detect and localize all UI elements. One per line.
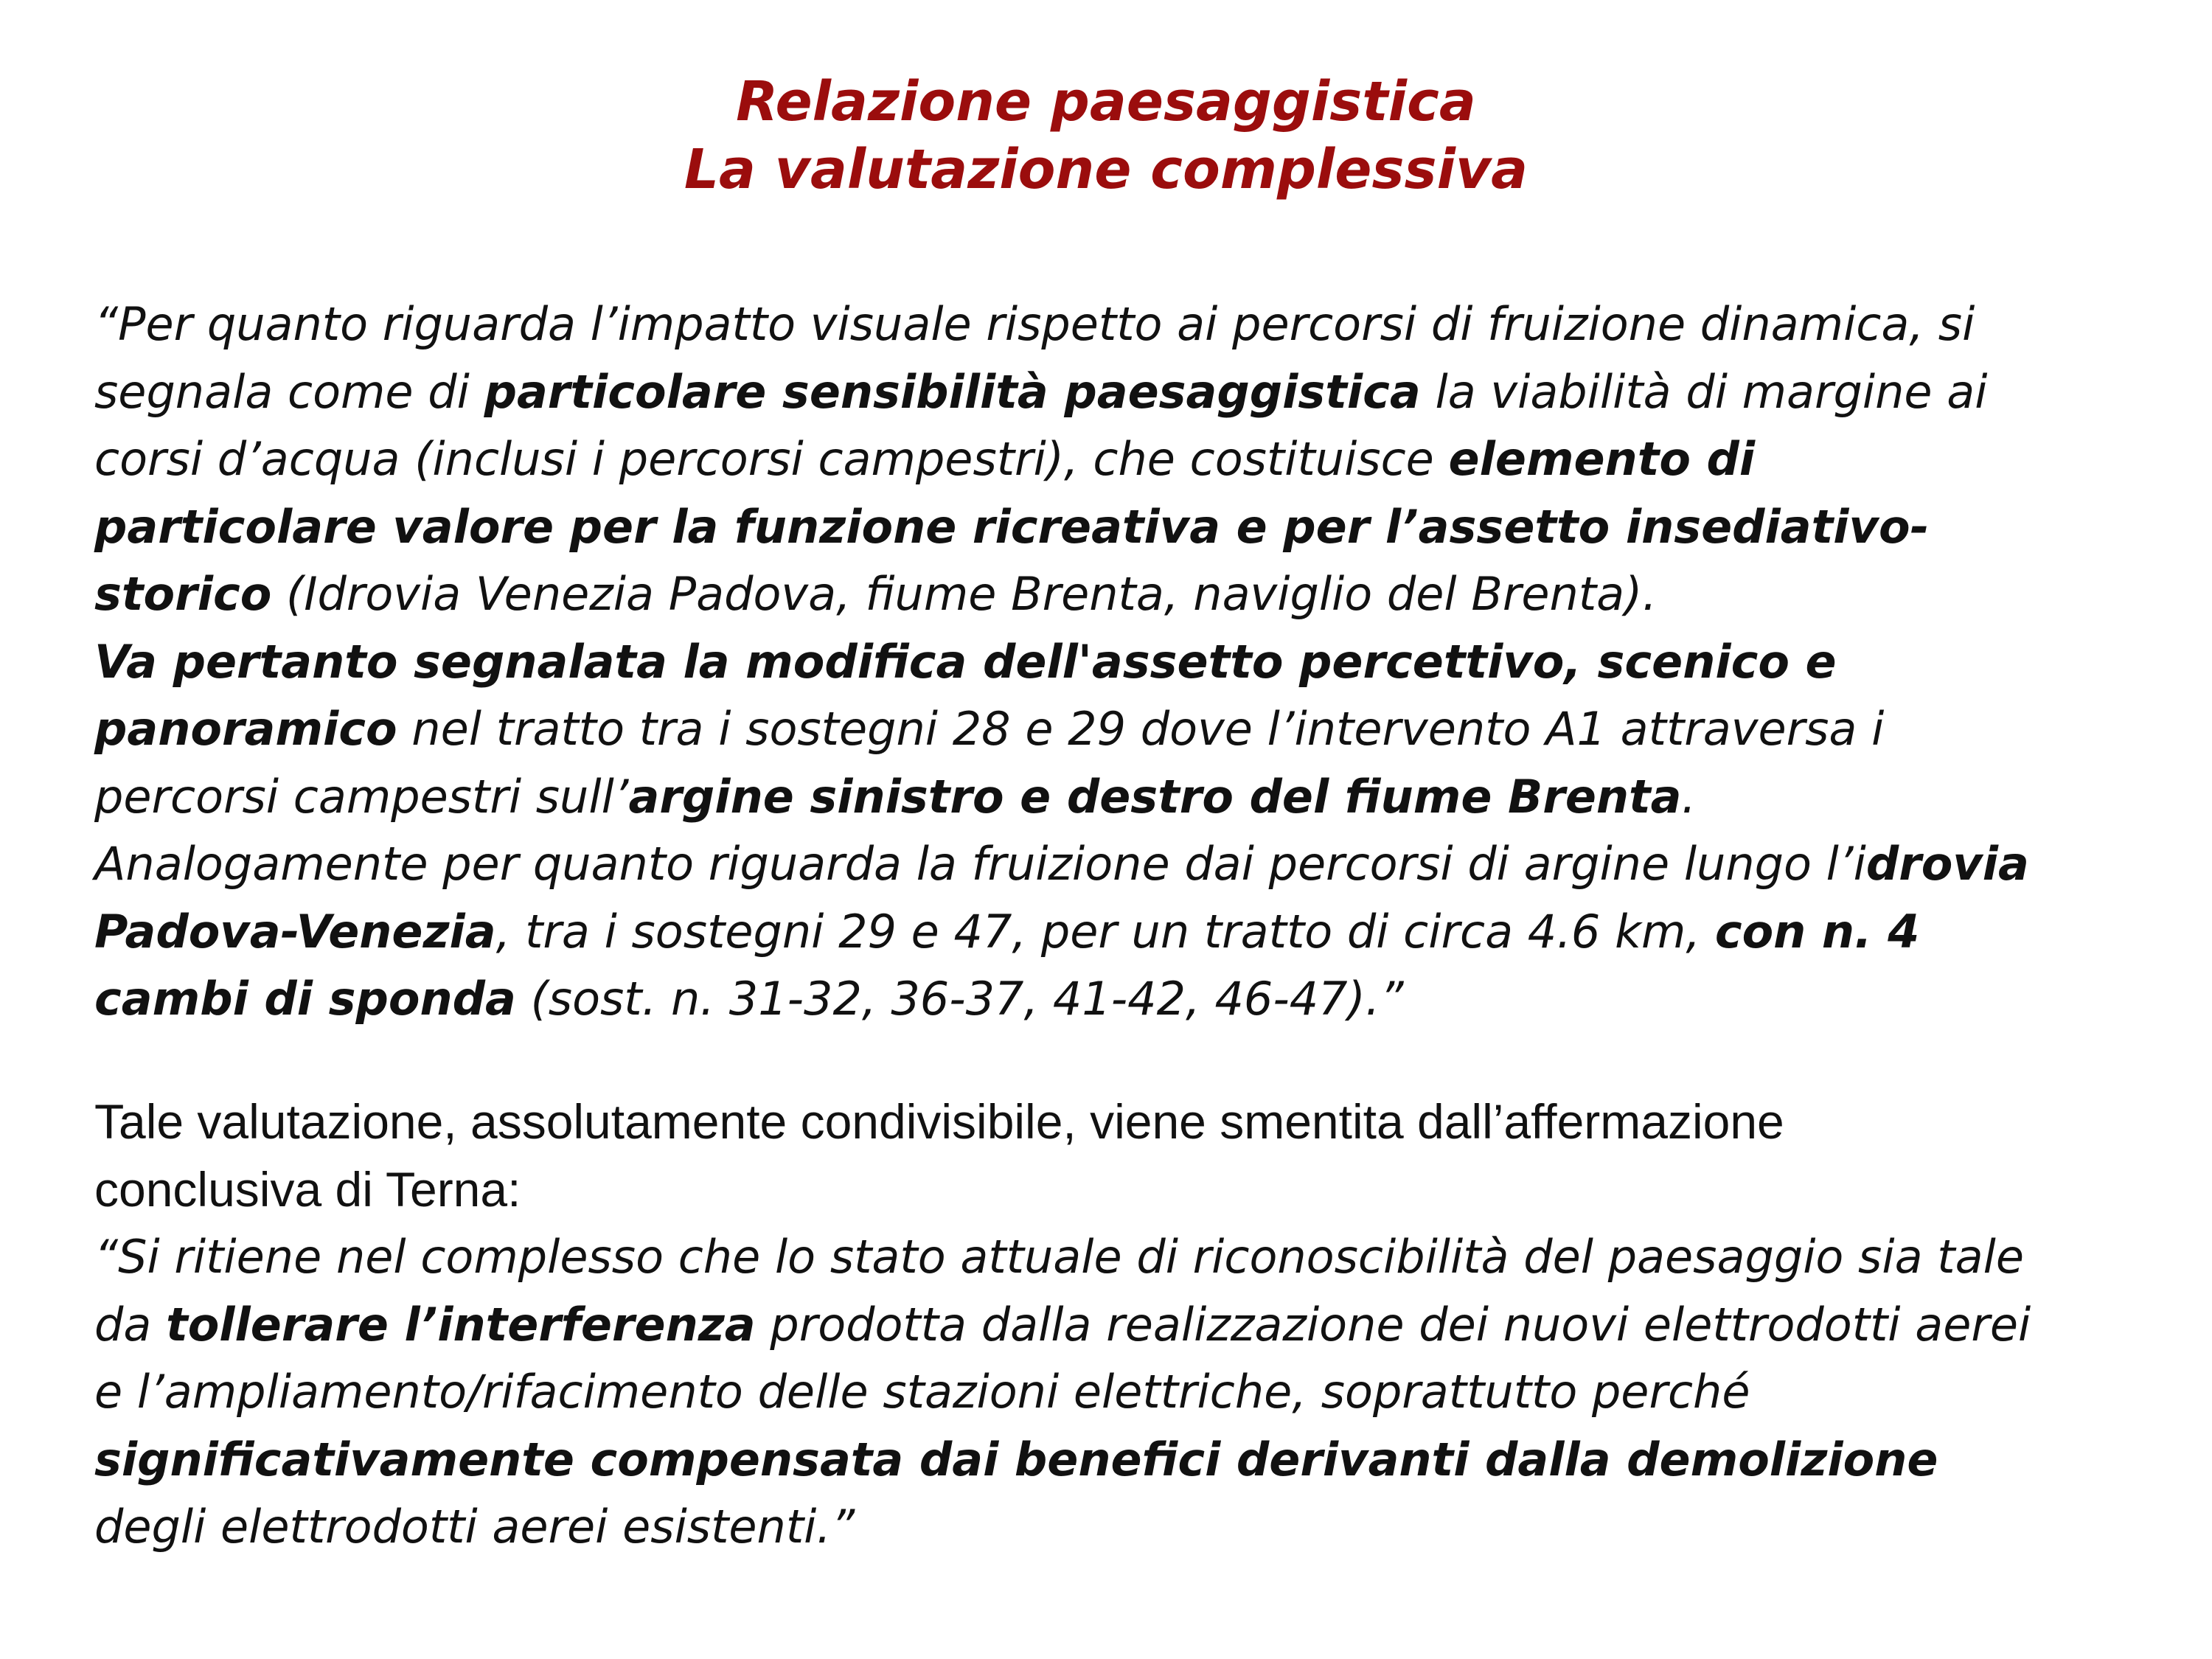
quote2-line-4 xyxy=(94,1426,2152,1494)
quote1-text: (sost. n. 31-32, 36-37, 41-42, 46-47).” xyxy=(515,972,1404,1026)
quote2-line-2 xyxy=(94,1291,2152,1359)
quote1-line-7 xyxy=(94,695,2152,763)
quote1-text: percorsi campestri sull’ xyxy=(94,769,629,824)
quote1-line-4 xyxy=(94,493,2152,561)
quote2-line-3 xyxy=(94,1358,2152,1426)
quote1-emphasis: Va pertanto segnalata la modifica dell'assetto percettivo, scenico e xyxy=(94,634,1837,689)
evaluation-block xyxy=(94,1088,2152,1561)
quote1-text: la viabilità di margine ai xyxy=(1420,364,1988,419)
title-line-1: Relazione paesaggistica xyxy=(736,70,1476,133)
quote1-emphasis: Padova-Venezia xyxy=(94,904,496,959)
quote1-emphasis: panoramico xyxy=(94,702,397,756)
quote-block-landscape-report xyxy=(94,291,2152,1033)
evaluation-line-2: conclusiva di Terna: xyxy=(94,1161,521,1217)
quote1-line-10 xyxy=(94,898,2152,966)
quote1-text: nel tratto tra i sostegni 28 e 29 dove l’intervento A1 attraversa i xyxy=(397,702,1885,756)
quote2-emphasis: tollerare l’interferenza xyxy=(166,1297,756,1352)
quote1-text: segnala come di xyxy=(94,364,484,419)
quote2-text: da xyxy=(94,1297,167,1352)
evaluation-line-1: Tale valutazione, assolutamente condivisibile, viene smentita dall’affermazione xyxy=(94,1094,1784,1149)
quote1-line-1 xyxy=(94,291,2152,358)
quote2-line-5 xyxy=(94,1493,2152,1561)
quote1-emphasis: argine sinistro e destro del fiume Brenta xyxy=(628,769,1682,824)
quote2-text: prodotta dalla realizzazione dei nuovi elettrodotti aerei xyxy=(755,1297,2031,1352)
quote1-line-5 xyxy=(94,560,2152,628)
quote1-text: “Per quanto riguarda l’impatto visuale rispetto ai percorsi di fruizione dinamica, si xyxy=(94,297,1975,351)
quote1-line-11 xyxy=(94,965,2152,1033)
quote1-emphasis: elemento di xyxy=(1448,432,1756,486)
quote1-emphasis: drovia xyxy=(1865,837,2029,891)
slide-title xyxy=(0,68,2212,204)
quote1-emphasis: con n. 4 xyxy=(1714,904,1920,959)
quote1-emphasis: particolare valore per la funzione ricreativa e per l’assetto insediativo- xyxy=(94,499,1930,554)
quote1-line-9 xyxy=(94,830,2152,898)
quote1-text: Analogamente per quanto riguarda la fruizione dai percorsi di argine lungo l’i xyxy=(94,837,1866,891)
quote1-emphasis: storico xyxy=(94,567,272,621)
quote2-text: e l’ampliamento/rifacimento delle stazioni elettriche, soprattutto perché xyxy=(94,1365,1750,1419)
title-line-2: La valutazione complessiva xyxy=(684,138,1528,201)
quote1-text: corsi d’acqua (inclusi i percorsi campestri), che costituisce xyxy=(94,432,1449,486)
quote2-text: degli elettrodotti aerei esistenti.” xyxy=(94,1500,855,1554)
quote2-emphasis: significativamente compensata dai benefici derivanti dalla demolizione xyxy=(94,1432,1938,1486)
quote1-line-6 xyxy=(94,628,2152,696)
quote2-text: “Si ritiene nel complesso che lo stato attuale di riconoscibilità del paesaggio sia tale xyxy=(94,1230,2024,1284)
quote1-line-2 xyxy=(94,358,2152,426)
quote1-text: , tra i sostegni 29 e 47, per un tratto di circa 4.6 km, xyxy=(495,904,1715,959)
quote1-emphasis: cambi di sponda xyxy=(94,972,516,1026)
quote2-line-1 xyxy=(94,1223,2152,1291)
quote1-line-8 xyxy=(94,763,2152,831)
quote1-emphasis: particolare sensibilità paesaggistica xyxy=(484,364,1421,419)
quote1-line-3 xyxy=(94,425,2152,493)
quote1-text: (Idrovia Venezia Padova, fiume Brenta, naviglio del Brenta). xyxy=(271,567,1658,621)
quote1-text: . xyxy=(1681,769,1697,824)
